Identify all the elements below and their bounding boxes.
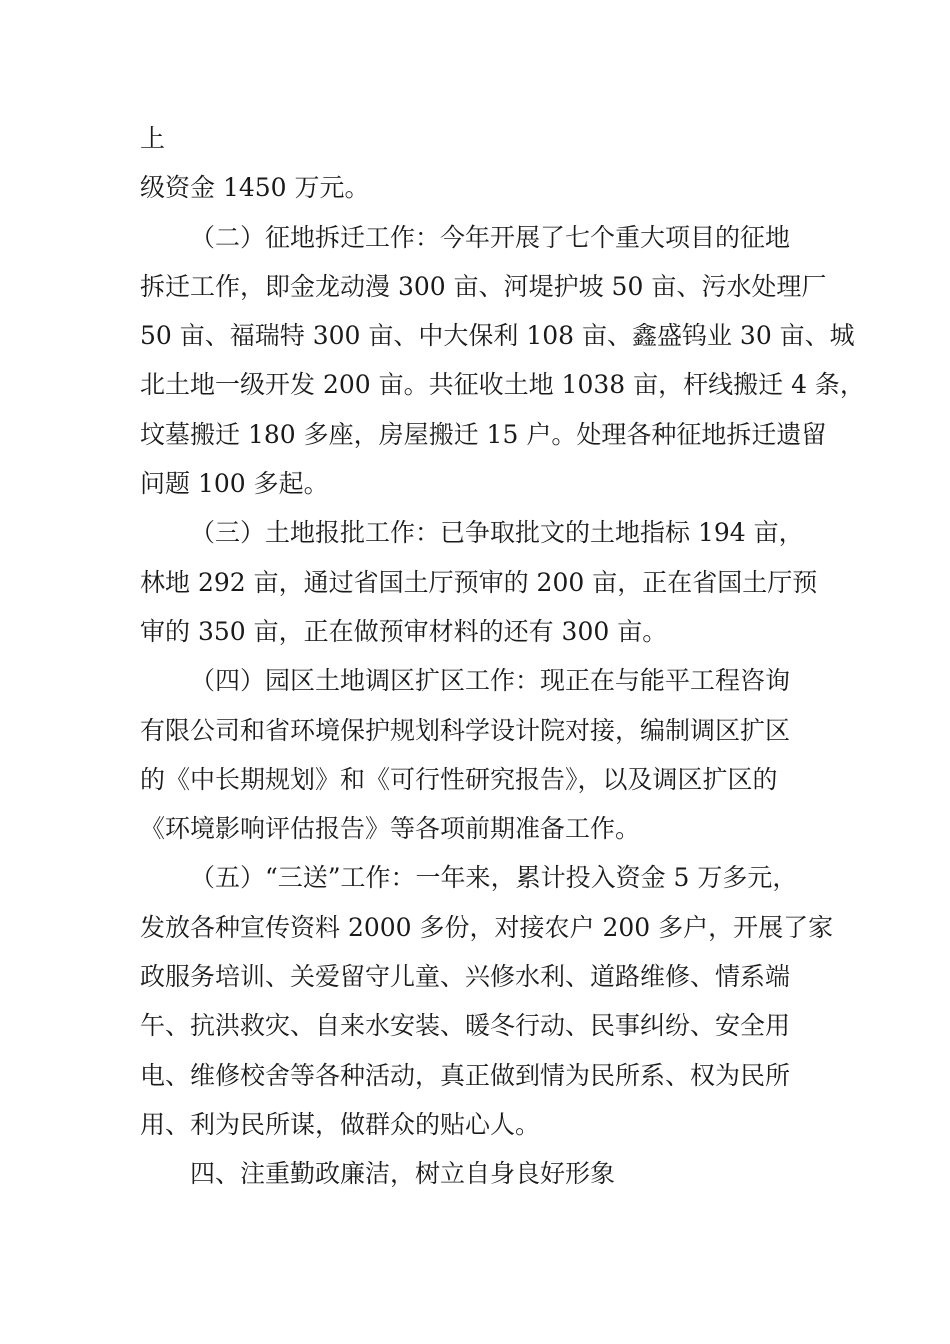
paragraph-first-line: 四、注重勤政廉洁，树立自身良好形象 (190, 1159, 616, 1189)
text-line: 50 亩、福瑞特 300 亩、中大保利 108 亩、鑫盛钨业 30 亩、城 (140, 321, 855, 351)
text-line: 问题 100 多起。 (140, 469, 329, 499)
text-line: 的《中长期规划》和《可行性研究报告》，以及调区扩区的 (140, 764, 778, 794)
text-line: 午、抗洪救灾、自来水安装、暖冬行动、民事纠纷、安全用 (140, 1011, 791, 1041)
paragraph-first-line: （五）“三送”工作：一年来，累计投入资金 5 万多元， (190, 863, 798, 893)
text-line: 审的 350 亩，正在做预审材料的还有 300 亩。 (140, 616, 668, 646)
text-line: 《环境影响评估报告》等各项前期准备工作。 (140, 814, 641, 844)
text-line: 北土地一级开发 200 亩。共征收土地 1038 亩，杆线搬迁 4 条， (140, 370, 865, 400)
text-line: 林地 292 亩，通过省国土厅预审的 200 亩，正在省国土厅预 (140, 567, 818, 597)
paragraph-first-line: （二）征地拆迁工作：今年开展了七个重大项目的征地 (190, 222, 791, 252)
text-line: 有限公司和省环境保护规划科学设计院对接，编制调区扩区 (140, 715, 791, 745)
paragraph-first-line: （三）土地报批工作：已争取批文的土地指标 194 亩， (190, 518, 804, 548)
text-line: 用、利为民所谋，做群众的贴心人。 (140, 1109, 541, 1139)
body-text (140, 114, 865, 1199)
text-line: 政服务培训、关爱留守儿童、兴修水利、道路维修、情系端 (140, 962, 791, 992)
text-line: 上 (140, 124, 166, 153)
text-line: 电、维修校舍等各种活动，真正做到情为民所系、权为民所 (140, 1060, 791, 1090)
text-line: 坟墓搬迁 180 多座，房屋搬迁 15 户。处理各种征地拆迁遗留 (140, 419, 827, 449)
paragraph-first-line: （四）园区土地调区扩区工作：现正在与能平工程咨询 (190, 666, 791, 696)
text-line: 发放各种宣传资料 2000 多份，对接农户 200 多户，开展了家 (140, 912, 834, 942)
text-line: 拆迁工作，即金龙动漫 300 亩、河堤护坡 50 亩、污水处理厂 (140, 271, 827, 301)
text-line: 级资金 1450 万元。 (140, 173, 370, 203)
